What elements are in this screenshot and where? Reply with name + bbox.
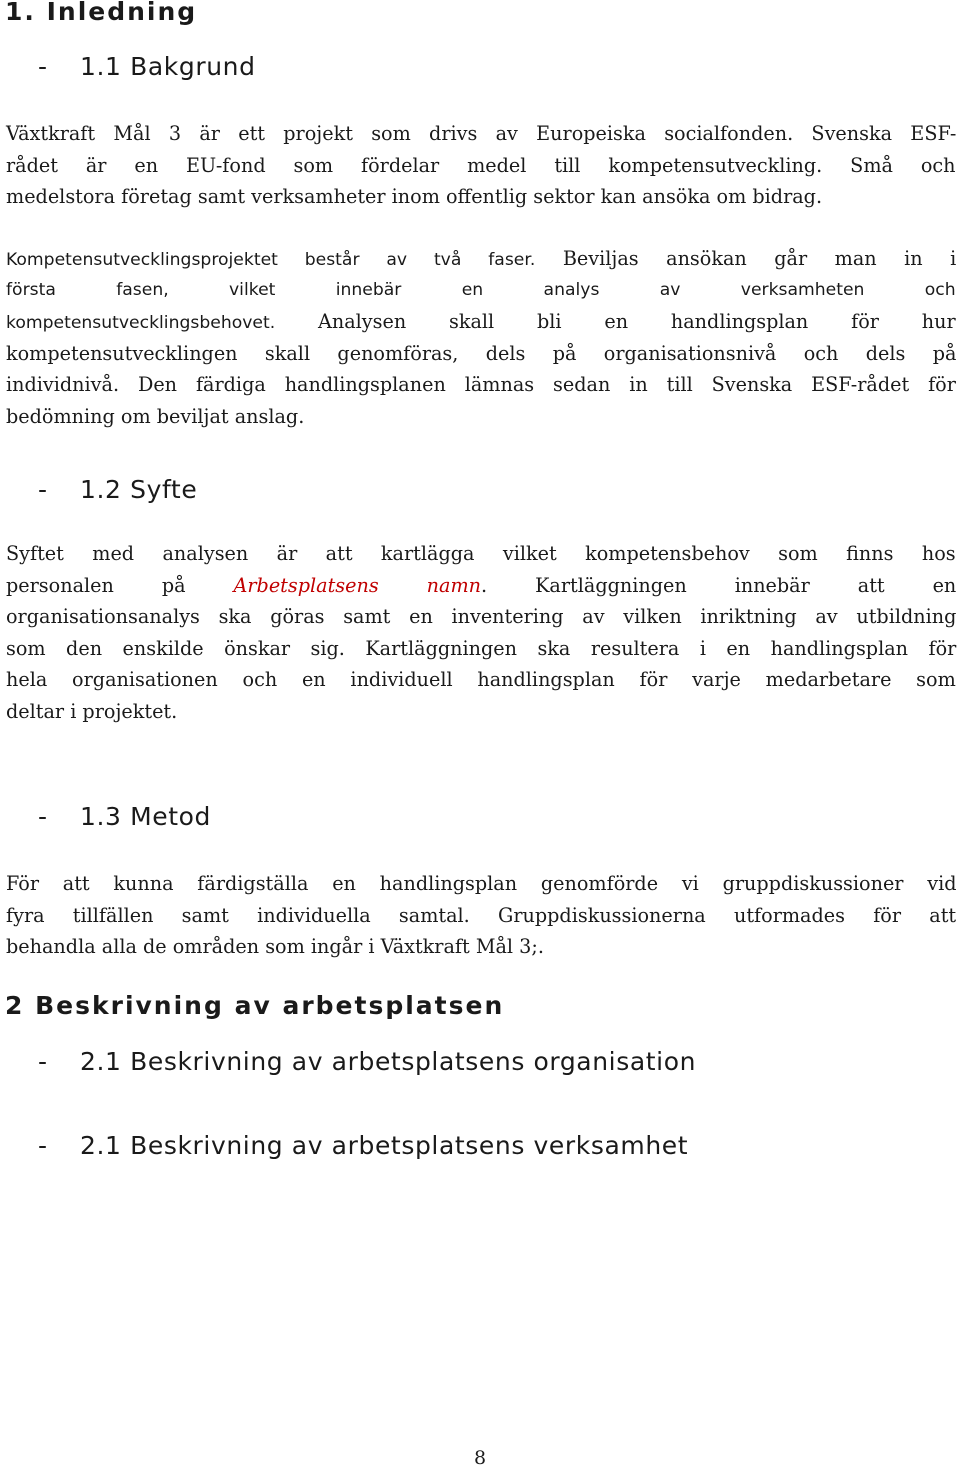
text-run: Kompetensutvecklingsprojektet består av två faser. bbox=[6, 250, 536, 270]
heading-text: 2.1 Beskrivning av arbetsplatsens verksamhet bbox=[80, 1131, 689, 1160]
text-line: hela organisationen och en individuell handlingsplan för varje medarbetare som bbox=[6, 668, 956, 692]
heading-dash: - bbox=[38, 802, 48, 831]
page-number: 8 bbox=[473, 1447, 487, 1469]
paragraph-metod bbox=[6, 868, 956, 963]
text-run: Analysen skall bli en handlingsplan för hur bbox=[275, 310, 956, 334]
paragraph-syfte bbox=[6, 538, 956, 728]
text-line: Växtkraft Mål 3 är ett projekt som drivs av Europeiska socialfonden. Svenska ESF- bbox=[6, 122, 957, 145]
heading-dash: - bbox=[38, 475, 48, 504]
subsection-heading-metod bbox=[38, 802, 211, 832]
text-line: första fasen, vilket innebär en analys av verksamheten och bbox=[6, 279, 956, 300]
subsection-heading-verksamhet bbox=[38, 1131, 688, 1161]
heading-dash: - bbox=[38, 52, 48, 81]
text-line bbox=[6, 369, 956, 401]
heading-dash: - bbox=[38, 1047, 48, 1076]
text-run: personalen på bbox=[6, 573, 186, 597]
text-line bbox=[6, 306, 956, 338]
text-line: bedömning om beviljat anslag. bbox=[6, 404, 305, 428]
heading-text: 2.1 Beskrivning av arbetsplatsens organisation bbox=[80, 1047, 697, 1076]
text-line: medelstora företag samt verksamheter inom offentlig sektor kan ansöka om bidrag. bbox=[6, 185, 823, 209]
paragraph-bakgrund-1 bbox=[6, 118, 956, 213]
text-line: behandla alla de områden som ingår i Växtkraft Mål 3;. bbox=[6, 935, 544, 959]
heading-text: 1.3 Metod bbox=[80, 802, 212, 831]
heading-text: 1.1 Bakgrund bbox=[80, 52, 256, 81]
subsection-heading-bakgrund bbox=[38, 52, 256, 82]
subsection-heading-organisation bbox=[38, 1047, 696, 1077]
heading-dash: - bbox=[38, 1131, 48, 1160]
paragraph-bakgrund-2 bbox=[6, 243, 956, 433]
text-line bbox=[6, 243, 956, 275]
text-line: som den enskilde önskar sig. Kartläggningen ska resultera i en handlingsplan för bbox=[6, 636, 957, 660]
text-run: Den färdiga handlingsplanen lämnas sedan in till Svenska ESF-rådet för bbox=[119, 373, 956, 397]
text-run: kompetensutvecklingsbehovet. bbox=[6, 313, 276, 334]
text-run: . Kartläggningen innebär att en bbox=[481, 573, 957, 597]
text-line: rådet är en EU-fond som fördelar medel till kompetensutveckling. Små och bbox=[6, 153, 956, 177]
section-heading-2: 2 Beskrivning av arbetsplatsen bbox=[5, 991, 505, 1020]
subsection-heading-syfte bbox=[38, 475, 197, 505]
text-line bbox=[6, 570, 956, 602]
text-run: individnivå. bbox=[6, 373, 120, 397]
workplace-name-placeholder: Arbetsplatsens namn bbox=[233, 573, 482, 597]
text-line: fyra tillfällen samt individuella samtal. Gruppdiskussionerna utformades för att bbox=[6, 903, 957, 927]
text-run: Beviljas ansökan går man in i bbox=[535, 247, 957, 270]
text-line: kompetensutvecklingen skall genomföras, dels på organisationsnivå och dels på bbox=[6, 341, 957, 365]
heading-text: 1.2 Syfte bbox=[80, 475, 198, 504]
text-line: Syftet med analysen är att kartlägga vilket kompetensbehov som finns hos bbox=[6, 542, 956, 565]
section-heading-1: 1. Inledning bbox=[5, 0, 198, 26]
text-line: deltar i projektet. bbox=[6, 699, 178, 723]
text-line: organisationsanalys ska göras samt en inventering av vilken inriktning av utbildning bbox=[6, 605, 957, 629]
text-line: För att kunna färdigställa en handlingsplan genomförde vi gruppdiskussioner vid bbox=[6, 872, 957, 895]
